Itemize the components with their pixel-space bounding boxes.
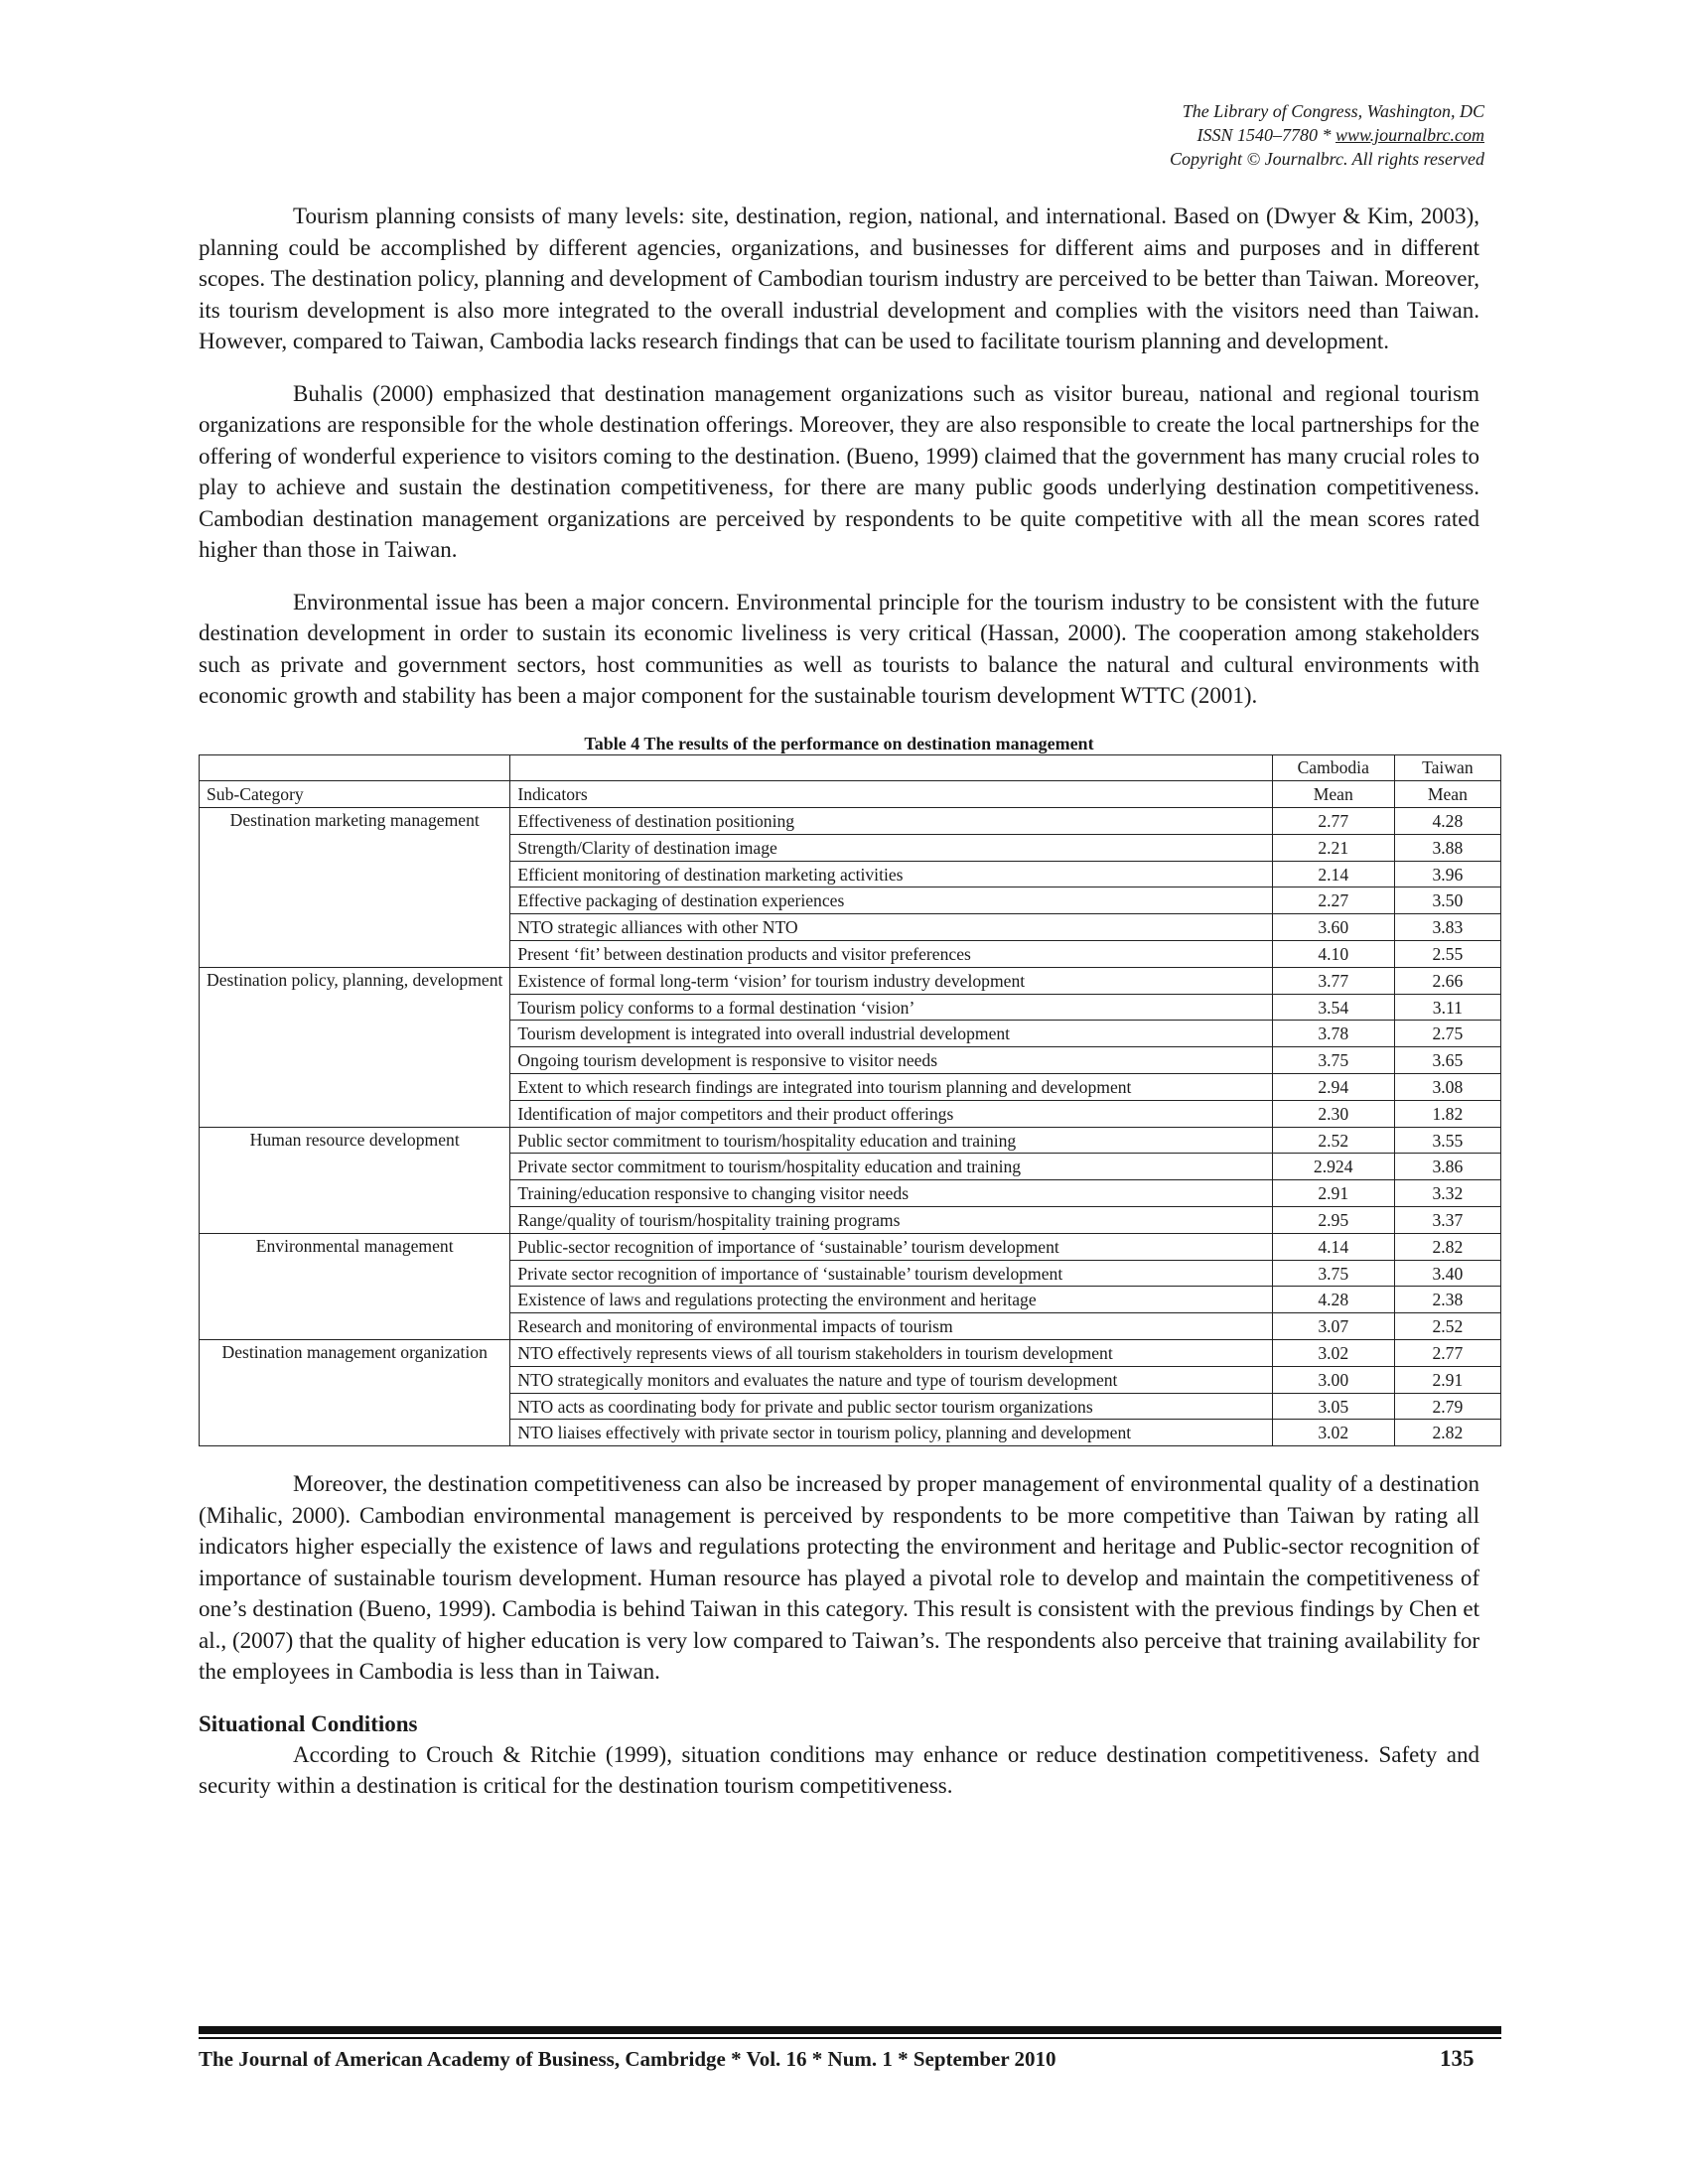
header-issn-line xyxy=(1170,123,1484,147)
header-library-line: The Library of Congress, Washington, DC xyxy=(1182,101,1484,121)
cambodia-mean-cell: 2.21 xyxy=(1272,834,1394,861)
indicator-cell: Existence of laws and regulations protecting the environment and heritage xyxy=(510,1287,1272,1313)
taiwan-mean-cell: 3.50 xyxy=(1394,887,1500,914)
header-copyright-line: Copyright © Journalbrc. All rights reserved xyxy=(1170,149,1484,169)
taiwan-mean-cell: 2.75 xyxy=(1394,1021,1500,1047)
taiwan-mean-cell: 1.82 xyxy=(1394,1100,1500,1127)
paragraph-destination-management-orgs: Buhalis (2000) emphasized that destination management organizations such as visitor bureau, national and regional tourism organizations are responsible for the whole destination offerings. Moreover, they are also responsible to create the local partnerships for the offering of wonderful experience to visitors coming to the destination. (Bueno, 1999) claimed that the government has many crucial roles to play to achieve and sustain the destination competitiveness, for there are many public goods underlying destination competitiveness. Cambodian destination management organizations are perceived by respondents to be quite competitive with all the mean scores rated higher than those in Taiwan. xyxy=(199,380,1479,562)
indicator-cell: Private sector recognition of importance of ‘sustainable’ tourism development xyxy=(510,1260,1272,1287)
cambodia-mean-cell: 3.00 xyxy=(1272,1366,1394,1393)
table-row xyxy=(200,967,1501,994)
taiwan-mean-cell: 3.08 xyxy=(1394,1074,1500,1101)
indicator-cell: Existence of formal long-term ‘vision’ for tourism industry development xyxy=(510,967,1272,994)
cambodia-mean-cell: 2.30 xyxy=(1272,1100,1394,1127)
cambodia-mean-cell: 3.75 xyxy=(1272,1047,1394,1074)
taiwan-mean-cell: 3.65 xyxy=(1394,1047,1500,1074)
taiwan-mean-cell: 2.82 xyxy=(1394,1233,1500,1260)
header-empty-cell xyxy=(200,754,510,781)
cambodia-mean-cell: 2.94 xyxy=(1272,1074,1394,1101)
footer-journal-citation: The Journal of American Academy of Business, Cambridge * Vol. 16 * Num. 1 * September 2010 xyxy=(199,2047,1056,2071)
page-body xyxy=(199,201,1479,1823)
taiwan-mean-cell: 3.83 xyxy=(1394,914,1500,941)
header-taiwan: Taiwan xyxy=(1394,754,1500,781)
indicator-cell: Tourism development is integrated into overall industrial development xyxy=(510,1021,1272,1047)
indicator-cell: Private sector commitment to tourism/hospitality education and training xyxy=(510,1154,1272,1180)
cambodia-mean-cell: 2.924 xyxy=(1272,1154,1394,1180)
indicator-cell: Effective packaging of destination experiences xyxy=(510,887,1272,914)
indicator-cell: Ongoing tourism development is responsive to visitor needs xyxy=(510,1047,1272,1074)
indicator-cell: NTO acts as coordinating body for private and public sector tourism organizations xyxy=(510,1393,1272,1420)
table-caption: Table 4 The results of the performance on destination management xyxy=(584,733,1094,753)
footer-rule-thin xyxy=(199,2037,1501,2039)
paragraph-tourism-planning: Tourism planning consists of many levels: site, destination, region, national, and international. Based on (Dwyer & Kim, 2003), planning could be accomplished by different agencies, organizations, and businesses for different aims and purposes and in different scopes. The destination policy, planning and development of Cambodian tourism industry are perceived to be better than Taiwan. Moreover, its tourism development is also more integrated to the overall industrial development and complies with the visitors need than Taiwan. However, compared to Taiwan, Cambodia lacks research findings that can be used to facilitate tourism planning and development. xyxy=(199,204,1479,353)
taiwan-mean-cell: 3.96 xyxy=(1394,861,1500,887)
section-heading: Situational Conditions xyxy=(199,1710,418,1736)
indicator-cell: Public-sector recognition of importance of ‘sustainable’ tourism development xyxy=(510,1233,1272,1260)
indicator-cell: Tourism policy conforms to a formal destination ‘vision’ xyxy=(510,994,1272,1021)
paragraph-environmental-quality: Moreover, the destination competitiveness can also be increased by proper management of environmental quality of a destination (Mihalic, 2000). Cambodian environmental management is perceived by respondents to be more competitive than Taiwan by rating all indicators higher especially the existence of laws and regulations protecting the environment and heritage and Public-sector recognition of importance of sustainable tourism development. Human resource has played a pivotal role to develop and maintain the competitiveness of one’s destination (Bueno, 1999). Cambodia is behind Taiwan in this category. This result is consistent with the previous findings by Chen et al., (2007) that the quality of higher education is very low compared to Taiwan’s. The respondents also perceive that training availability for the employees in Cambodia is less than in Taiwan. xyxy=(199,1471,1479,1685)
cambodia-mean-cell: 2.91 xyxy=(1272,1180,1394,1207)
indicator-cell: NTO effectively represents views of all tourism stakeholders in tourism development xyxy=(510,1340,1272,1367)
cambodia-mean-cell: 3.78 xyxy=(1272,1021,1394,1047)
subcategory-cell: Human resource development xyxy=(200,1127,510,1233)
table-row xyxy=(200,1340,1501,1367)
cambodia-mean-cell: 4.28 xyxy=(1272,1287,1394,1313)
taiwan-mean-cell: 2.66 xyxy=(1394,967,1500,994)
journal-footer xyxy=(199,2045,1475,2073)
header-indicators: Indicators xyxy=(510,781,1272,808)
taiwan-mean-cell: 3.37 xyxy=(1394,1207,1500,1234)
indicator-cell: Extent to which research findings are integrated into tourism planning and development xyxy=(510,1074,1272,1101)
cambodia-mean-cell: 3.75 xyxy=(1272,1260,1394,1287)
subcategory-cell: Destination management organization xyxy=(200,1340,510,1446)
cambodia-mean-cell: 4.10 xyxy=(1272,941,1394,968)
header-cambodia-mean: Mean xyxy=(1272,781,1394,808)
taiwan-mean-cell: 3.40 xyxy=(1394,1260,1500,1287)
indicator-cell: Research and monitoring of environmental impacts of tourism xyxy=(510,1313,1272,1340)
taiwan-mean-cell: 2.91 xyxy=(1394,1366,1500,1393)
taiwan-mean-cell: 3.88 xyxy=(1394,834,1500,861)
cambodia-mean-cell: 3.05 xyxy=(1272,1393,1394,1420)
indicator-cell: Effectiveness of destination positioning xyxy=(510,808,1272,835)
taiwan-mean-cell: 2.55 xyxy=(1394,941,1500,968)
indicator-cell: NTO liaises effectively with private sector in tourism policy, planning and development xyxy=(510,1420,1272,1446)
footer-rule-thick xyxy=(199,2026,1501,2034)
indicator-cell: Present ‘fit’ between destination products and visitor preferences xyxy=(510,941,1272,968)
indicator-cell: Public sector commitment to tourism/hospitality education and training xyxy=(510,1127,1272,1154)
header-cambodia: Cambodia xyxy=(1272,754,1394,781)
cambodia-mean-cell: 2.27 xyxy=(1272,887,1394,914)
indicator-cell: NTO strategically monitors and evaluates the nature and type of tourism development xyxy=(510,1366,1272,1393)
taiwan-mean-cell: 2.52 xyxy=(1394,1313,1500,1340)
taiwan-mean-cell: 2.82 xyxy=(1394,1420,1500,1446)
subcategory-cell: Environmental management xyxy=(200,1233,510,1339)
paragraph-environmental-issue: Environmental issue has been a major concern. Environmental principle for the tourism industry to be consistent with the future destination development in order to sustain its economic liveliness is very critical (Hassan, 2000). The cooperation among stakeholders such as private and government sectors, host communities as well as tourists to balance the natural and cultural environments with economic growth and stability has been a major component for the sustainable tourism development WTTC (2001). xyxy=(199,589,1479,708)
header-subcategory: Sub-Category xyxy=(200,781,510,808)
indicator-cell: NTO strategic alliances with other NTO xyxy=(510,914,1272,941)
table-header-row xyxy=(200,781,1501,808)
indicator-cell: Strength/Clarity of destination image xyxy=(510,834,1272,861)
taiwan-mean-cell: 3.86 xyxy=(1394,1154,1500,1180)
subcategory-cell: Destination marketing management xyxy=(200,808,510,968)
table-row xyxy=(200,1127,1501,1154)
cambodia-mean-cell: 3.54 xyxy=(1272,994,1394,1021)
subcategory-cell: Destination policy, planning, development xyxy=(200,967,510,1127)
taiwan-mean-cell: 3.32 xyxy=(1394,1180,1500,1207)
results-table xyxy=(199,754,1501,1447)
taiwan-mean-cell: 2.38 xyxy=(1394,1287,1500,1313)
page-number: 135 xyxy=(1440,2046,1475,2071)
cambodia-mean-cell: 2.77 xyxy=(1272,808,1394,835)
indicator-cell: Identification of major competitors and their product offerings xyxy=(510,1100,1272,1127)
header-issn: ISSN 1540–7780 * xyxy=(1196,125,1336,145)
taiwan-mean-cell: 3.55 xyxy=(1394,1127,1500,1154)
taiwan-mean-cell: 2.79 xyxy=(1394,1393,1500,1420)
paragraph-situational-conditions: According to Crouch & Ritchie (1999), situation conditions may enhance or reduce destination competitiveness. Safety and security within a destination is critical for the destination tourism competitiveness. xyxy=(199,1741,1479,1799)
cambodia-mean-cell: 3.02 xyxy=(1272,1420,1394,1446)
indicator-cell: Efficient monitoring of destination marketing activities xyxy=(510,861,1272,887)
cambodia-mean-cell: 3.77 xyxy=(1272,967,1394,994)
cambodia-mean-cell: 3.60 xyxy=(1272,914,1394,941)
cambodia-mean-cell: 2.52 xyxy=(1272,1127,1394,1154)
taiwan-mean-cell: 3.11 xyxy=(1394,994,1500,1021)
cambodia-mean-cell: 3.02 xyxy=(1272,1340,1394,1367)
taiwan-mean-cell: 2.77 xyxy=(1394,1340,1500,1367)
cambodia-mean-cell: 2.95 xyxy=(1272,1207,1394,1234)
indicator-cell: Range/quality of tourism/hospitality training programs xyxy=(510,1207,1272,1234)
header-empty-cell xyxy=(510,754,1272,781)
indicator-cell: Training/education responsive to changing visitor needs xyxy=(510,1180,1272,1207)
journal-header xyxy=(1170,99,1484,171)
table-header-row xyxy=(200,754,1501,781)
table-row xyxy=(200,808,1501,835)
taiwan-mean-cell: 4.28 xyxy=(1394,808,1500,835)
cambodia-mean-cell: 2.14 xyxy=(1272,861,1394,887)
cambodia-mean-cell: 3.07 xyxy=(1272,1313,1394,1340)
header-taiwan-mean: Mean xyxy=(1394,781,1500,808)
table-row xyxy=(200,1233,1501,1260)
cambodia-mean-cell: 4.14 xyxy=(1272,1233,1394,1260)
journal-website-link[interactable]: www.journalbrc.com xyxy=(1335,125,1484,145)
